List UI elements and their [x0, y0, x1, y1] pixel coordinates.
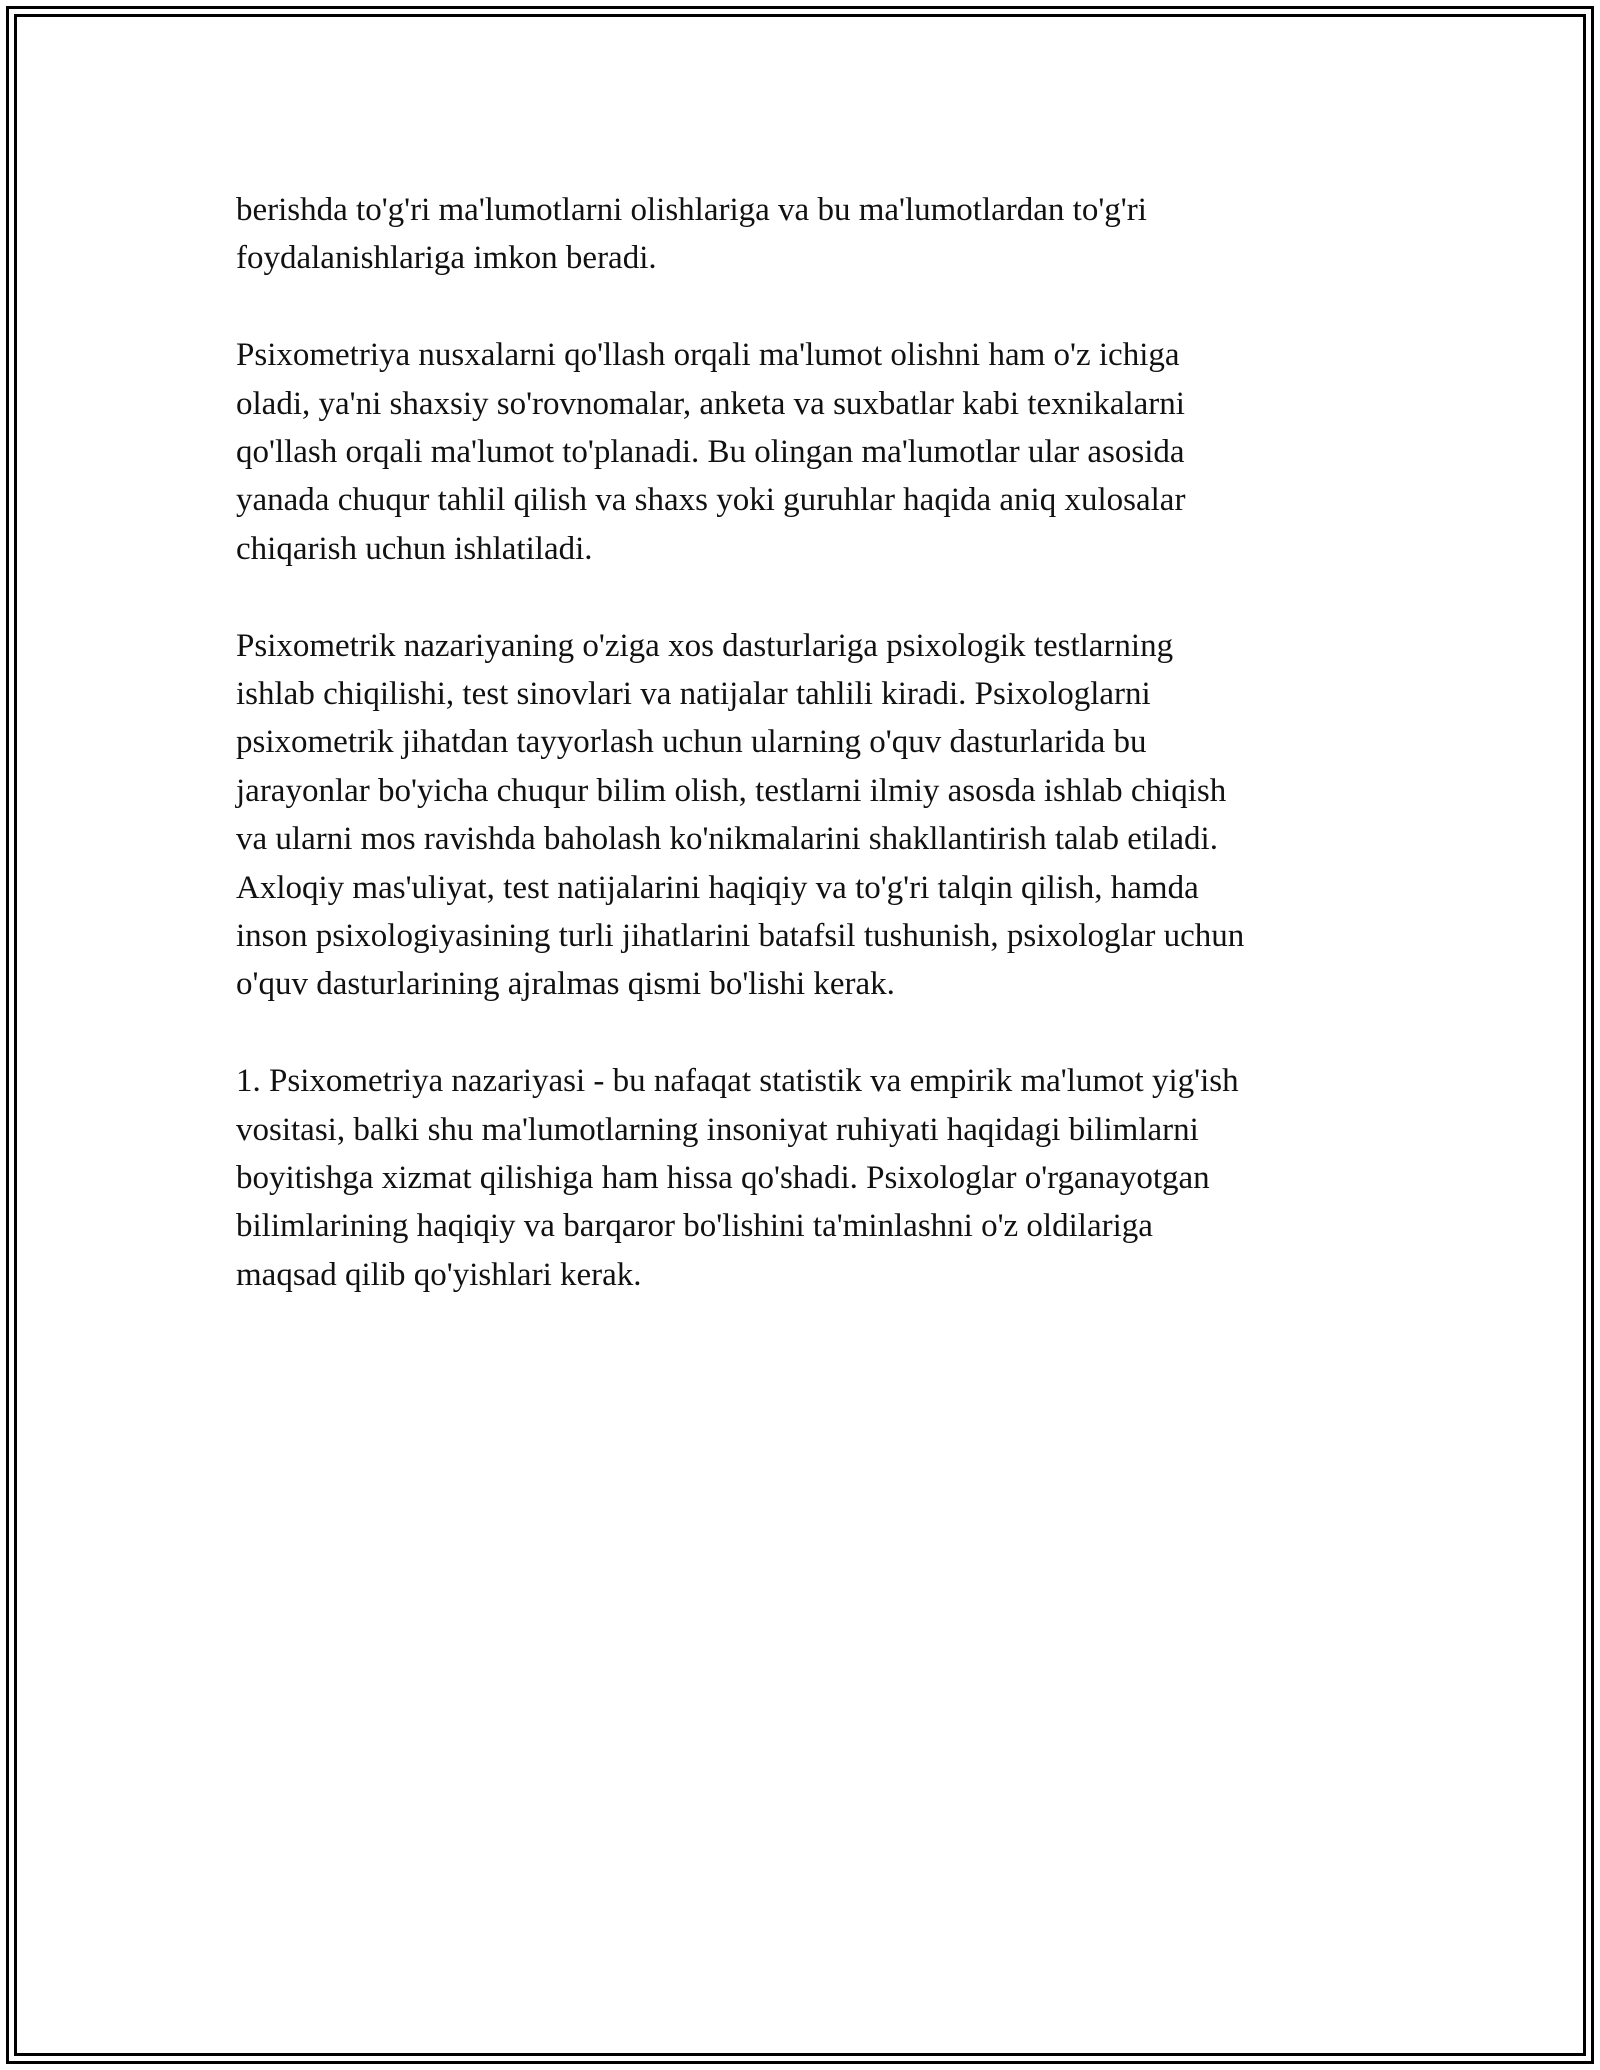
paragraph-1: berishda to'g'ri ma'lumotlarni olishlariga va bu ma'lumotlardan to'g'ri foydalanishlariga imkon beradi.: [236, 192, 1147, 277]
document-body: [236, 186, 1396, 1348]
paragraph-3: Psixometrik nazariyaning o'ziga xos dasturlariga psixologik testlarning ishlab chiqilishi, test sinovlari va natijalar tahlili kiradi. Psixologlarni psixometrik jihatdan tayyorlash uchun ularning o'quv dasturlarida bu jarayonlar bo'yicha chuqur bilim olish, testlarni ilmiy asosda ishlab chiqish va ularni mos ravishda baholash ko'nikmalarini shakllantirish talab etiladi. Axloqiy mas'uliyat, test natijalarini haqiqiy va to'g'ri talqin qilish, hamda inson psixologiyasining turli jihatlarini batafsil tushunish, psixologlar uchun o'quv dasturlarining ajralmas qismi bo'lishi kerak.: [236, 627, 1245, 1003]
paragraph-2: Psixometriya nusxalarni qo'llash orqali ma'lumot olishni ham o'z ichiga oladi, ya'ni shaxsiy so'rovnomalar, anketa va suxbatlar kabi texnikalarni qo'llash orqali ma'lumot to'planadi. Bu olingan ma'lumotlar ular asosida yanada chuqur tahlil qilish va shaxs yoki guruhlar haqida aniq xulosalar chiqarish uchun ishlatiladi.: [236, 337, 1186, 567]
paragraph-4: 1. Psixometriya nazariyasi - bu nafaqat statistik va empirik ma'lumot yig'ish vositasi, balki shu ma'lumotlarning insoniyat ruhiyati haqidagi bilimlarni boyitishga xizmat qilishiga ham hissa qo'shadi. Psixologlar o'rganayotgan bilimlarining haqiqiy va barqaror bo'lishini ta'minlashni o'z oldilariga maqsad qilib qo'yishlari kerak.: [236, 1063, 1239, 1293]
